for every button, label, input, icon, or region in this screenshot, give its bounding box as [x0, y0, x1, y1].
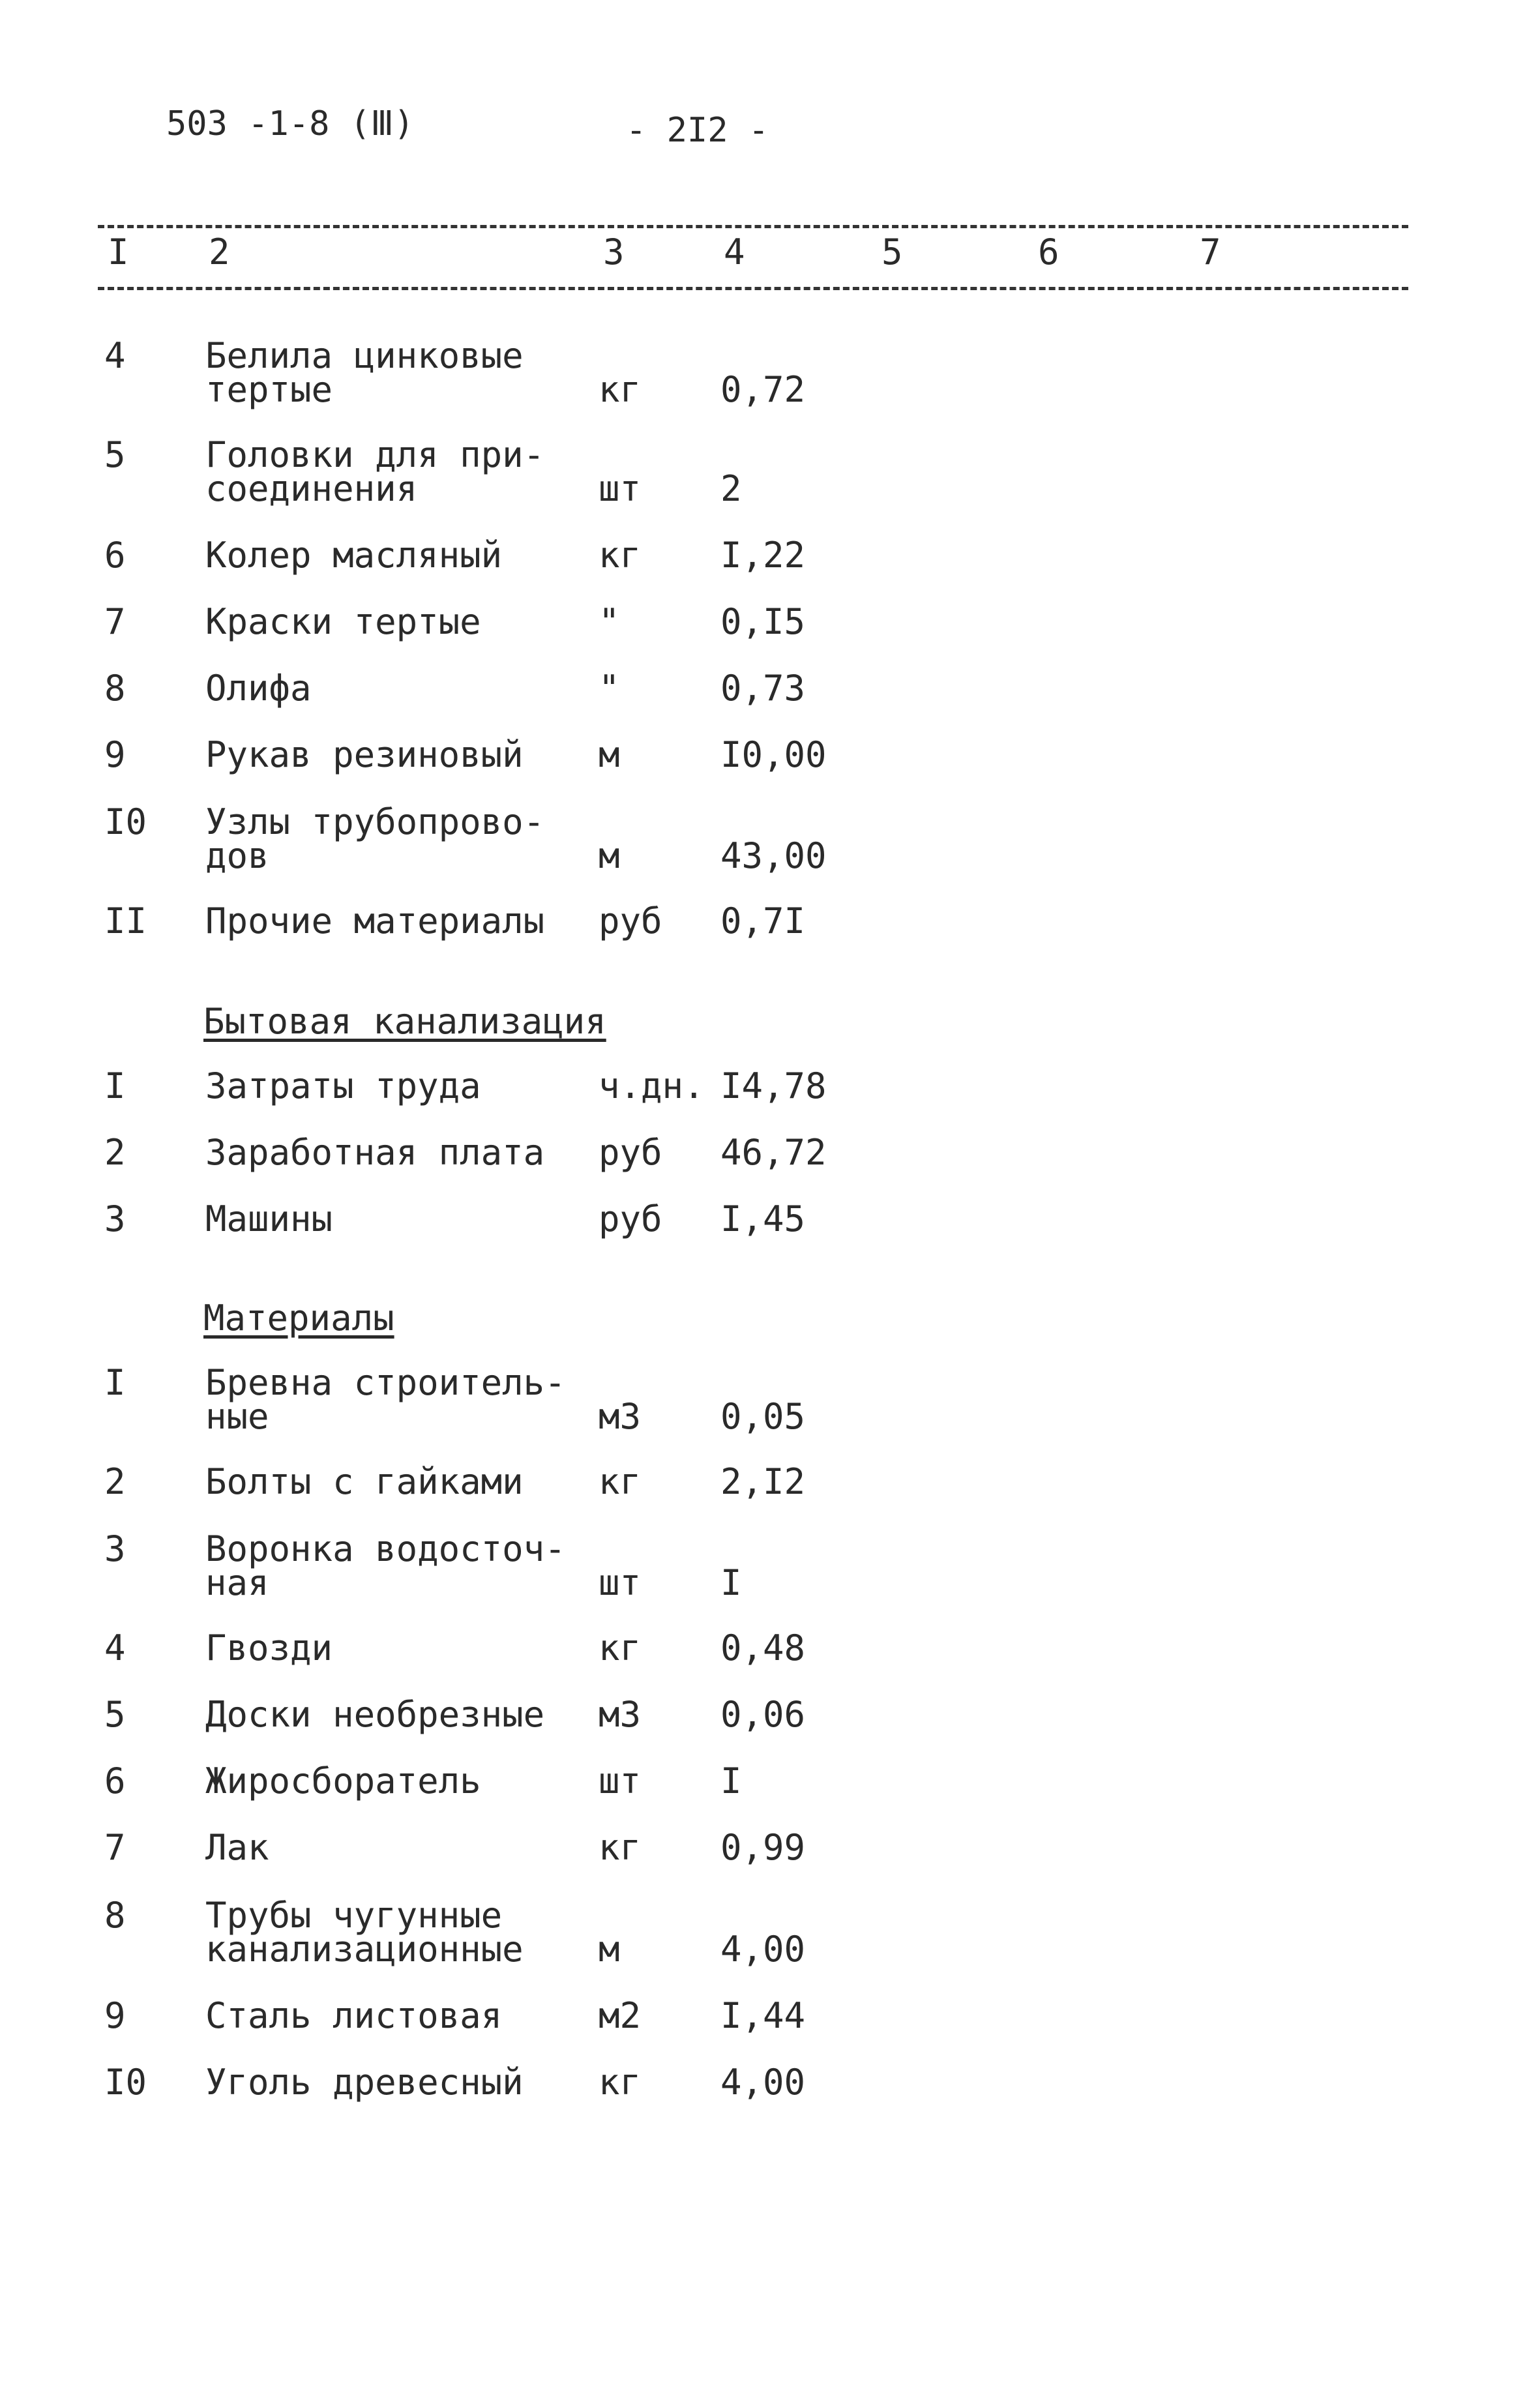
column-header-5: 5	[881, 231, 903, 273]
row-number: I	[104, 1362, 126, 1403]
row-number: 8	[104, 1895, 126, 1936]
page-number: - 2I2 -	[626, 111, 769, 150]
row-number: II	[104, 900, 147, 941]
row-qty: I,22	[720, 535, 806, 576]
row-number: 2	[104, 1132, 126, 1173]
top-divider	[98, 225, 1408, 228]
row-qty: 0,99	[720, 1827, 806, 1868]
row-unit: м2	[599, 1995, 642, 2036]
row-qty: 43,00	[720, 835, 827, 876]
row-qty: 0,7I	[720, 900, 806, 941]
row-qty: 4,00	[720, 1929, 806, 1970]
row-number: 9	[104, 734, 126, 775]
row-name: Олифа	[205, 668, 312, 709]
row-unit: кг	[599, 1461, 642, 1502]
row-number: 6	[104, 1760, 126, 1801]
row-number: 4	[104, 335, 126, 376]
row-number: 5	[104, 434, 126, 475]
row-name: Доски необрезные	[205, 1694, 545, 1735]
row-number: 9	[104, 1995, 126, 2036]
row-qty: I0,00	[720, 734, 827, 775]
row-name: Затраты труда	[205, 1065, 481, 1106]
row-name: Рукав резиновый	[205, 734, 524, 775]
row-name: Краски тертые	[205, 601, 481, 642]
row-qty: 0,06	[720, 1694, 806, 1735]
row-qty: 0,48	[720, 1627, 806, 1668]
row-name: Головки для при- соединения	[205, 434, 545, 509]
column-header-1: I	[108, 231, 129, 273]
row-unit: м	[599, 1929, 620, 1970]
column-header-6: 6	[1038, 231, 1059, 273]
row-name: Трубы чугунные канализационные	[205, 1895, 524, 1970]
column-header-7: 7	[1200, 231, 1221, 273]
row-name: Лак	[205, 1827, 269, 1868]
row-name: Сталь листовая	[205, 1995, 503, 2036]
document-code: 503 -1-8 (Ⅲ)	[166, 104, 415, 143]
row-qty: 0,I5	[720, 601, 806, 642]
row-number: 3	[104, 1528, 126, 1569]
row-number: 7	[104, 601, 126, 642]
row-name: Белила цинковые тертые	[205, 335, 524, 410]
row-unit: шт	[599, 1760, 642, 1801]
row-qty: 4,00	[720, 2062, 806, 2103]
row-qty: I4,78	[720, 1065, 827, 1106]
row-qty: 0,05	[720, 1396, 806, 1437]
row-qty: I	[720, 1562, 742, 1603]
row-unit: м	[599, 835, 620, 876]
column-header-3: 3	[603, 231, 625, 273]
row-unit: руб	[599, 1198, 662, 1239]
row-qty: I	[720, 1760, 742, 1801]
row-unit: м3	[599, 1694, 642, 1735]
column-header-4: 4	[724, 231, 745, 273]
row-name: Бревна строитель- ные	[205, 1362, 566, 1437]
row-unit: кг	[599, 1627, 642, 1668]
row-number: I	[104, 1065, 126, 1106]
row-name: Болты с гайками	[205, 1461, 524, 1502]
section-heading-materials: Материалы	[203, 1297, 394, 1339]
row-name: Жиросборатель	[205, 1760, 481, 1801]
row-unit: кг	[599, 535, 642, 576]
row-number: 6	[104, 535, 126, 576]
row-qty: 0,72	[720, 369, 806, 410]
row-unit: кг	[599, 369, 642, 410]
row-unit: шт	[599, 468, 642, 509]
row-unit: руб	[599, 900, 662, 941]
row-name: Уголь древесный	[205, 2062, 524, 2103]
row-number: I0	[104, 2062, 147, 2103]
column-header-2: 2	[209, 231, 230, 273]
row-number: 2	[104, 1461, 126, 1502]
row-name: Машины	[205, 1198, 333, 1239]
row-name: Прочие материалы	[205, 900, 545, 941]
row-qty: 2	[720, 468, 742, 509]
row-unit: кг	[599, 2062, 642, 2103]
row-unit: ч.дн.	[599, 1065, 705, 1106]
row-unit: "	[599, 668, 620, 709]
row-unit: "	[599, 601, 620, 642]
row-qty: 46,72	[720, 1132, 827, 1173]
header-divider	[98, 287, 1408, 290]
row-name: Колер масляный	[205, 535, 503, 576]
row-unit: кг	[599, 1827, 642, 1868]
section-heading-sewer: Бытовая канализация	[203, 1001, 606, 1042]
row-name: Воронка водосточ- ная	[205, 1528, 566, 1603]
row-qty: 0,73	[720, 668, 806, 709]
row-qty: 2,I2	[720, 1461, 806, 1502]
row-qty: I,44	[720, 1995, 806, 2036]
row-qty: I,45	[720, 1198, 806, 1239]
row-unit: руб	[599, 1132, 662, 1173]
row-unit: шт	[599, 1562, 642, 1603]
row-number: 4	[104, 1627, 126, 1668]
row-number: 8	[104, 668, 126, 709]
row-name: Заработная плата	[205, 1132, 545, 1173]
row-number: 7	[104, 1827, 126, 1868]
row-name: Гвозди	[205, 1627, 333, 1668]
row-number: I0	[104, 801, 147, 842]
row-name: Узлы трубопрово- дов	[205, 801, 545, 876]
row-number: 5	[104, 1694, 126, 1735]
row-number: 3	[104, 1198, 126, 1239]
row-unit: м3	[599, 1396, 642, 1437]
row-unit: м	[599, 734, 620, 775]
